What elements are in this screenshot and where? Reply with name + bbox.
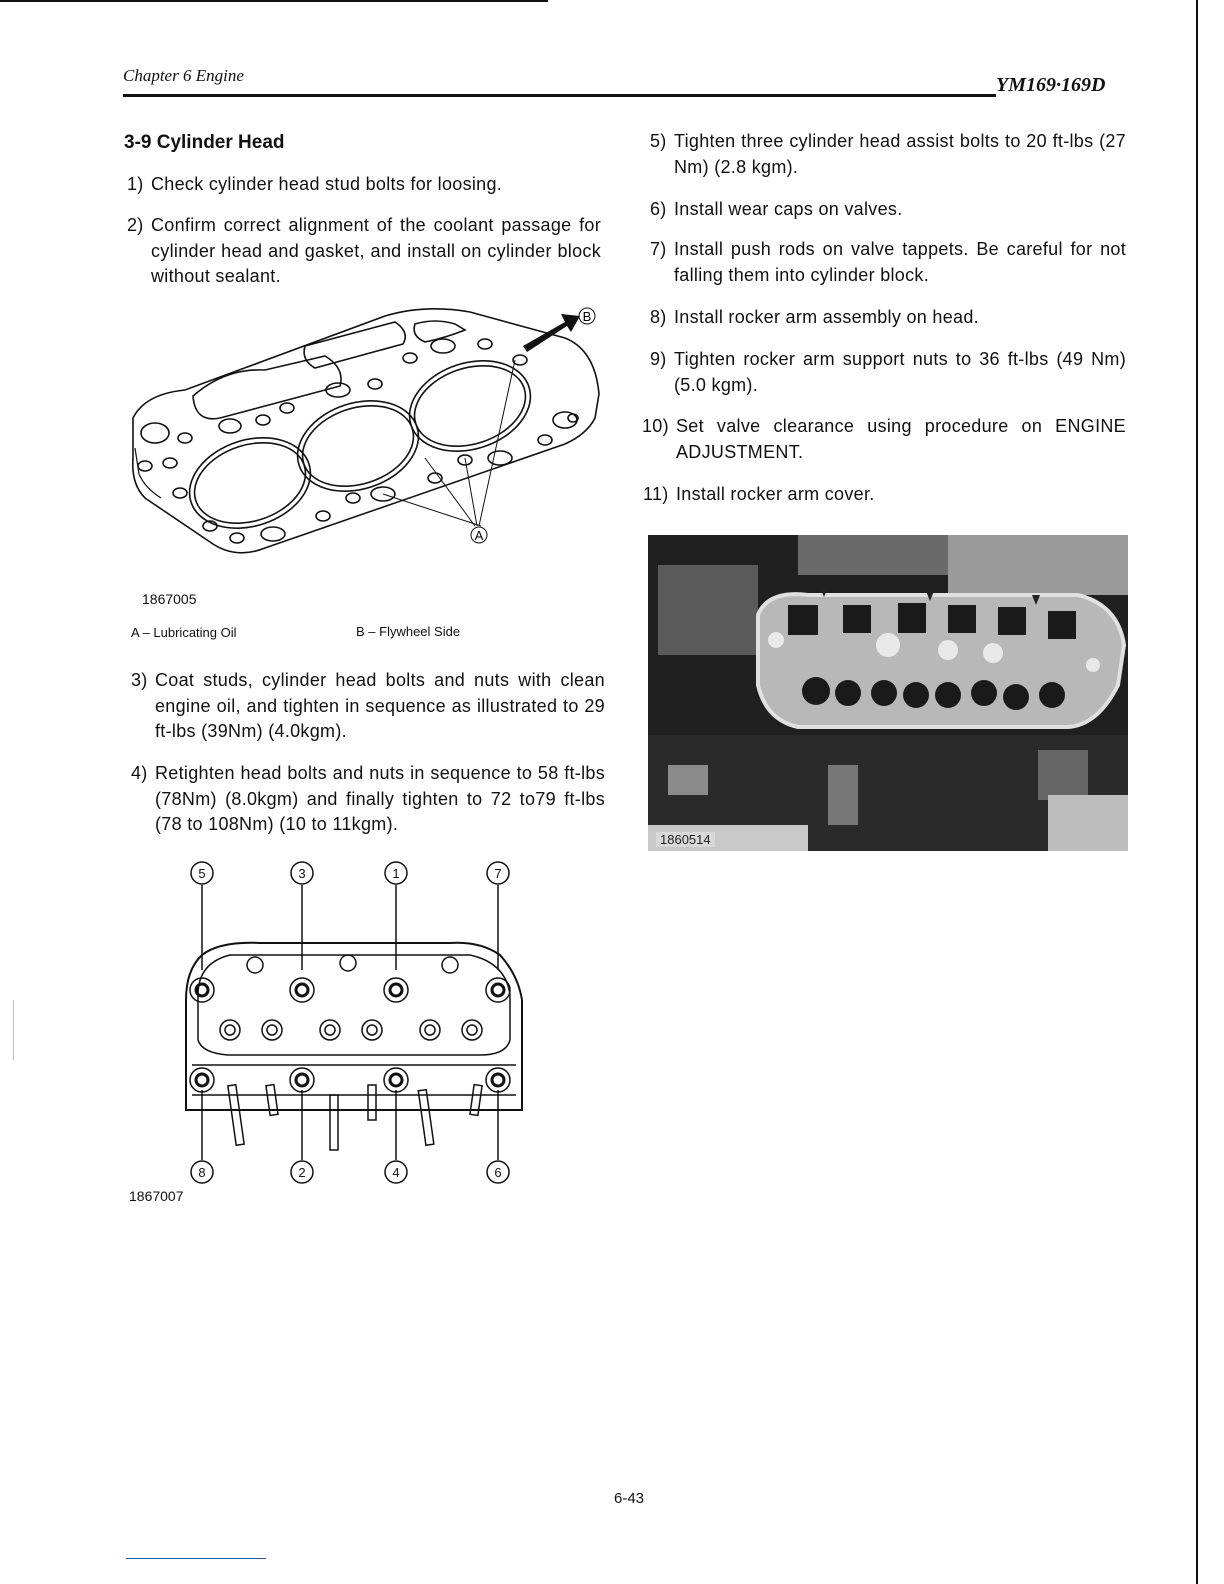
sequence-number-4: 4	[392, 1165, 400, 1180]
step-number: 3)	[131, 670, 148, 690]
step-number: 7)	[650, 239, 667, 259]
header-rule	[123, 94, 996, 97]
step-number: 9)	[650, 349, 667, 369]
step-text: Install rocker arm assembly on head.	[674, 307, 979, 327]
sequence-number-6: 6	[494, 1165, 502, 1180]
step-number: 8)	[650, 307, 667, 327]
step-number: 2)	[127, 215, 144, 235]
engine-head-photo	[648, 535, 1128, 851]
tightening-sequence-illustration	[180, 855, 525, 1190]
step-11	[643, 482, 1127, 508]
sequence-number-8: 8	[198, 1165, 206, 1180]
step-text: Tighten rocker arm support nuts to 36 ft-lbs (49 Nm) (5.0 kgm).	[674, 349, 1126, 395]
head-gasket-illustration	[125, 298, 605, 583]
figure-code-gasket: 1867005	[142, 591, 197, 607]
sequence-number-3: 3	[298, 866, 306, 881]
caption-lubricating-oil: A – Lubricating Oil	[131, 625, 237, 640]
section-title: 3-9 Cylinder Head	[124, 132, 285, 153]
step-text: Retighten head bolts and nuts in sequence to 58 ft-lbs (78Nm) (8.0kgm) and finally tighten to 72 to79 ft-lbs (78 to 108Nm) (10 to 11kgm).	[155, 763, 605, 834]
step-text: Coat studs, cylinder head bolts and nuts with clean engine oil, and tighten in sequence as illustrated to 29 ft-lbs (39Nm) (4.0kgm).	[155, 670, 605, 741]
photo-code: 1860514	[656, 832, 715, 847]
step-text: Install wear caps on valves.	[674, 199, 903, 219]
top-border-line	[0, 0, 548, 2]
step-4	[131, 761, 605, 838]
sequence-number-2: 2	[298, 1165, 306, 1180]
sequence-number-1: 1	[392, 866, 400, 881]
step-text: Confirm correct alignment of the coolant passage for cylinder head and gasket, and install on cylinder block without sealant.	[151, 215, 601, 286]
step-2	[127, 213, 601, 290]
callout-a-label: A	[474, 528, 484, 543]
step-10	[642, 414, 1126, 465]
step-number: 4)	[131, 763, 148, 783]
step-3	[131, 668, 605, 745]
step-number: 10)	[642, 416, 669, 436]
step-5	[650, 129, 1126, 180]
step-number: 1)	[127, 174, 144, 194]
step-9	[650, 347, 1126, 398]
step-7	[650, 237, 1126, 288]
figure-code-sequence: 1867007	[129, 1188, 184, 1204]
step-8	[650, 305, 1126, 331]
step-number: 11)	[643, 484, 669, 504]
sequence-number-5: 5	[198, 866, 206, 881]
right-border-line	[1196, 0, 1198, 1584]
step-text: Check cylinder head stud bolts for loosing.	[151, 174, 503, 194]
caption-flywheel-side: B – Flywheel Side	[356, 624, 461, 639]
step-number: 6)	[650, 199, 667, 219]
footer-rule	[126, 1558, 266, 1559]
model-number: YM169·169D	[996, 74, 1106, 96]
step-text: Tighten three cylinder head assist bolts to 20 ft-lbs (27 Nm) (2.8 kgm).	[674, 131, 1126, 177]
step-number: 5)	[650, 131, 667, 151]
sequence-number-7: 7	[494, 866, 502, 881]
step-text: Install push rods on valve tappets. Be careful for not falling them into cylinder block.	[674, 239, 1126, 285]
chapter-title: Chapter 6 Engine	[123, 66, 244, 85]
step-6	[650, 197, 1126, 223]
step-text: Set valve clearance using procedure on ENGINE ADJUSTMENT.	[676, 416, 1126, 462]
callout-b-label: B	[582, 309, 592, 324]
step-1	[127, 172, 601, 198]
page-number: 6-43	[614, 1490, 645, 1507]
scan-margin-mark	[13, 1000, 14, 1060]
step-text: Install rocker arm cover.	[676, 484, 875, 504]
